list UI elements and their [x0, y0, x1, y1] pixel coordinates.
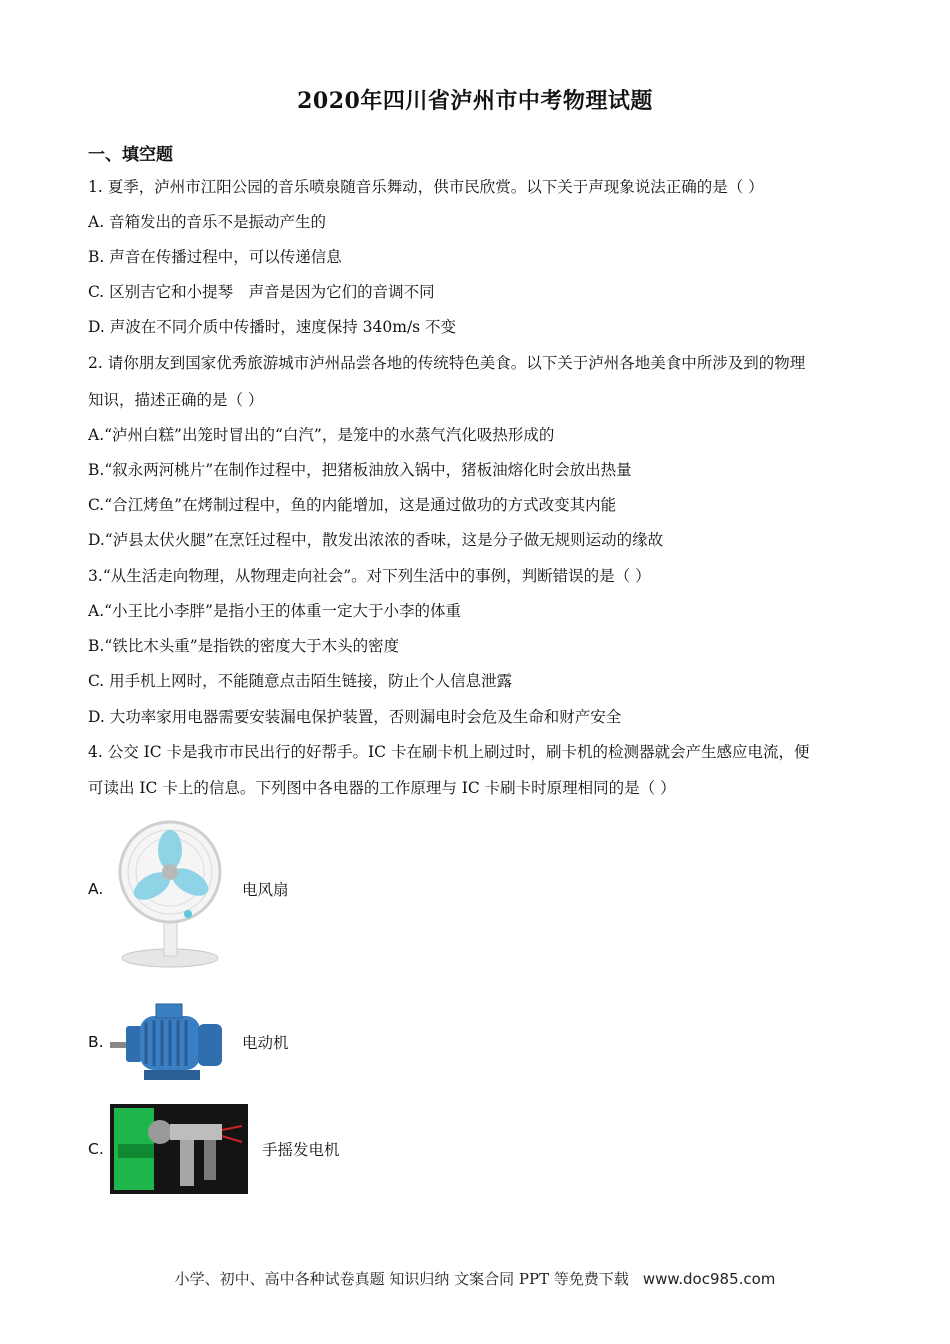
- question-4-option-b: [88, 998, 289, 1086]
- question-2-option-c: C.“合江烤鱼”在烤制过程中，鱼的内能增加，这是通过做功的方式改变其内能: [88, 496, 617, 514]
- question-3: 3.“从生活走向物理，从物理走向社会”。对下列生活中的事例，判断错误的是（ ）: [88, 567, 651, 585]
- question-1-option-c: C. 区别吉它和小提琴 声音是因为它们的音调不同: [88, 283, 435, 301]
- question-2-option-a: A.“泸州白糕”出笼时冒出的“白汽”，是笼中的水蒸气汽化吸热形成的: [88, 426, 555, 444]
- question-4-option-a: [88, 808, 289, 970]
- section-heading: 一、填空题: [88, 145, 173, 165]
- generator-image: [110, 1104, 248, 1194]
- question-1: 1. 夏季，泸州市江阳公园的音乐喷泉随音乐舞动，供市民欣赏。以下关于声现象说法正确的是（ ）: [88, 178, 764, 196]
- question-3-option-a: A.“小王比小李胖”是指小王的体重一定大于小李的体重: [88, 602, 461, 620]
- question-1-option-a: A. 音箱发出的音乐不是振动产生的: [88, 213, 327, 231]
- question-3-option-d: D. 大功率家用电器需要安装漏电保护装置，否则漏电时会危及生命和财产安全: [88, 708, 622, 726]
- motor-image: [110, 998, 228, 1086]
- question-1-option-d: D. 声波在不同介质中传播时，速度保持 340m/s 不变: [88, 318, 457, 336]
- question-3-option-c: C. 用手机上网时，不能随意点击陌生链接，防止个人信息泄露: [88, 672, 513, 690]
- question-4: 4. 公交 IC 卡是我市市民出行的好帮手。IC 卡在刷卡机上刷过时，刷卡机的检测器就会产生感应电流，便: [88, 743, 810, 761]
- question-1-option-b: B. 声音在传播过程中，可以传递信息: [88, 248, 342, 266]
- question-2-cont: 知识，描述正确的是（ ）: [88, 391, 264, 409]
- question-4-option-c: [88, 1104, 340, 1194]
- footer-text: 小学、初中、高中各种试卷真题 知识归纳 文案合同 PPT 等免费下载: [174, 1270, 629, 1288]
- fan-image: [110, 808, 228, 970]
- page-title: 2020年四川省泸州市中考物理试题: [297, 88, 653, 114]
- question-4-cont: 可读出 IC 卡上的信息。下列图中各电器的工作原理与 IC 卡刷卡时原理相同的是（ ）: [88, 779, 676, 797]
- option-label: 电风扇: [242, 881, 289, 899]
- option-label: 电动机: [242, 1034, 289, 1052]
- option-letter: A.: [88, 880, 104, 898]
- option-letter: C.: [88, 1140, 104, 1158]
- footer-url[interactable]: www.doc985.com: [642, 1270, 776, 1288]
- option-letter: B.: [88, 1033, 104, 1051]
- question-2-option-d: D.“泸县太伏火腿”在烹饪过程中，散发出浓浓的香味，这是分子做无规则运动的缘故: [88, 531, 664, 549]
- footer: [0, 1268, 950, 1289]
- question-3-option-b: B.“铁比木头重”是指铁的密度大于木头的密度: [88, 637, 400, 655]
- option-label: 手摇发电机: [262, 1141, 340, 1159]
- question-2: 2. 请你朋友到国家优秀旅游城市泸州品尝各地的传统特色美食。以下关于泸州各地美食中所涉及到的物理: [88, 354, 806, 372]
- question-2-option-b: B.“叙永两河桃片”在制作过程中，把猪板油放入锅中，猪板油熔化时会放出热量: [88, 461, 632, 479]
